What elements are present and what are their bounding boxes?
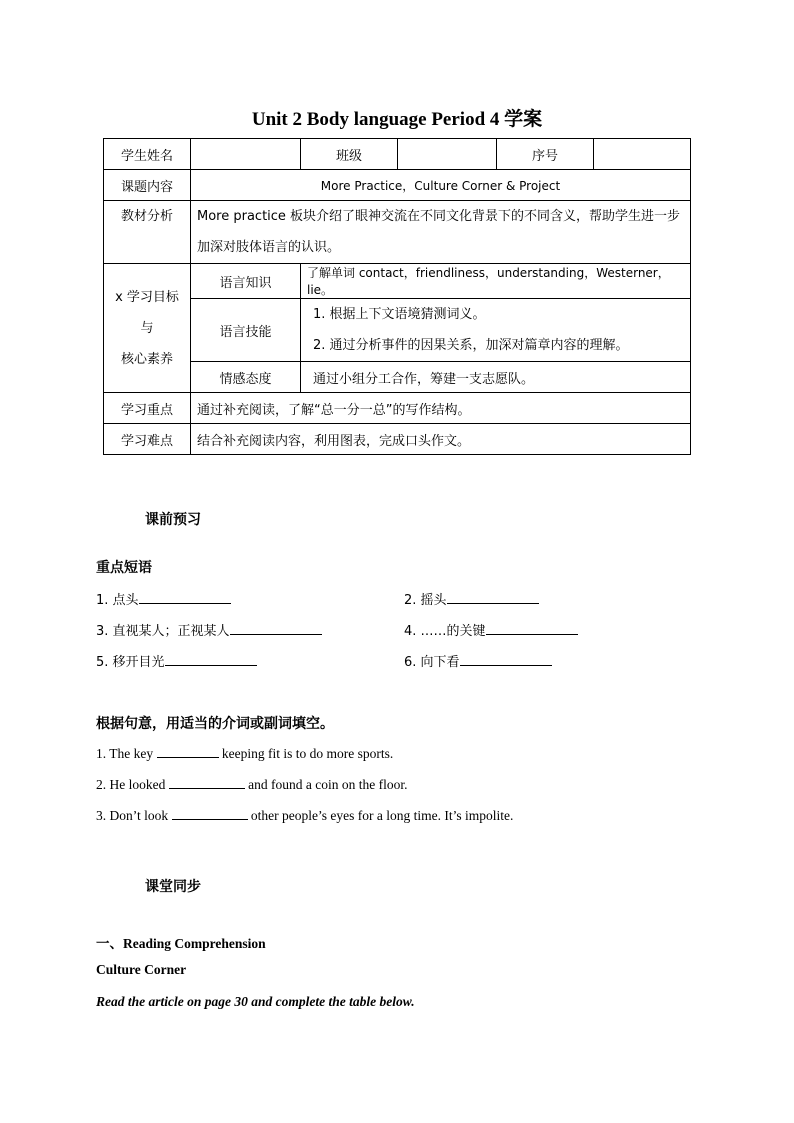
attitude-value: 通过小组分工合作，筹建一支志愿队。 [301,362,691,393]
lang-skills-value [301,299,691,362]
phrase-text: 4. ……的关键 [404,624,486,639]
answer-blank[interactable] [447,591,539,604]
reading-instruction: Read the article on page 30 and complete the table below. [96,994,415,1009]
goals-label-line-2: 与 [140,320,154,336]
class-label: 班级 [301,139,398,170]
lang-knowledge-value: 了解单词 contact，friendliness，understanding，Westerner，lie。 [301,264,691,299]
fill-text-after: other people’s eyes for a long time. It’s impolite. [250,808,514,823]
lang-skills-item-1: 1. 根据上下文语境猜测词义。 [313,307,486,322]
answer-blank[interactable] [165,653,257,666]
difficulty-label: 学习难点 [104,424,191,455]
fill-item-2 [96,776,407,793]
phrase-item-5 [96,651,257,670]
lang-knowledge-label: 语言知识 [191,264,301,299]
lang-skills-label: 语言技能 [191,299,301,362]
fill-item-3 [96,807,513,824]
fill-item-1 [96,745,393,762]
phrase-text: 2. 摇头 [404,593,447,608]
answer-blank[interactable] [157,745,219,758]
seat-label: 序号 [497,139,594,170]
analysis-label: 教材分析 [104,201,191,264]
goals-label [104,264,191,393]
student-name-cell [191,139,301,170]
answer-blank[interactable] [486,622,578,635]
phrase-item-4 [404,620,578,639]
analysis-value: More practice 板块介绍了眼神交流在不同文化背景下的不同含义，帮助学生进一步加深对肢体语言的认识。 [191,201,691,264]
goals-label-line-1: x 学习目标 [115,289,179,305]
focus-value: 通过补充阅读，了解“总一分一总”的写作结构。 [191,393,691,424]
phrase-text: 1. 点头 [96,593,139,608]
fill-text-after: and found a coin on the floor. [248,777,408,792]
fill-text-before: 1. The key [96,746,154,761]
class-cell [398,139,497,170]
seat-cell [594,139,691,170]
fill-text-after: keeping fit is to do more sports. [221,746,394,761]
phrase-item-2 [404,589,539,608]
student-name-label: 学生姓名 [104,139,191,170]
answer-blank[interactable] [169,776,245,789]
lesson-info-table [103,138,691,455]
difficulty-value: 结合补充阅读内容，利用图表，完成口头作文。 [191,424,691,455]
phrase-item-6 [404,651,552,670]
focus-label: 学习重点 [104,393,191,424]
answer-blank[interactable] [172,807,248,820]
phrase-text: 3. 直视某人；正视某人 [96,624,230,639]
fill-text-before: 2. He looked [96,777,166,792]
answer-blank[interactable] [139,591,231,604]
fill-text-before: 3. Don’t look [96,808,169,823]
phrase-text: 6. 向下看 [404,655,460,670]
lang-skills-item-2: 2. 通过分析事件的因果关系，加深对篇章内容的理解。 [313,338,629,353]
answer-blank[interactable] [230,622,322,635]
topic-value: More Practice，Culture Corner & Project [191,170,691,201]
page-title: Unit 2 Body language Period 4 学案 [251,109,543,130]
reading-heading: 一、Reading Comprehension [96,936,266,951]
culture-corner-heading: Culture Corner [96,962,187,977]
phrase-item-3 [96,620,322,639]
attitude-label: 情感态度 [191,362,301,393]
classroom-heading: 课堂同步 [145,879,201,895]
phrase-item-1 [96,589,231,608]
phrases-heading: 重点短语 [96,560,152,576]
fill-heading: 根据句意，用适当的介词或副词填空。 [96,716,334,732]
answer-blank[interactable] [460,653,552,666]
topic-label: 课题内容 [104,170,191,201]
phrase-text: 5. 移开目光 [96,655,165,670]
goals-label-line-3: 核心素养 [120,351,173,367]
preview-heading: 课前预习 [145,512,201,528]
